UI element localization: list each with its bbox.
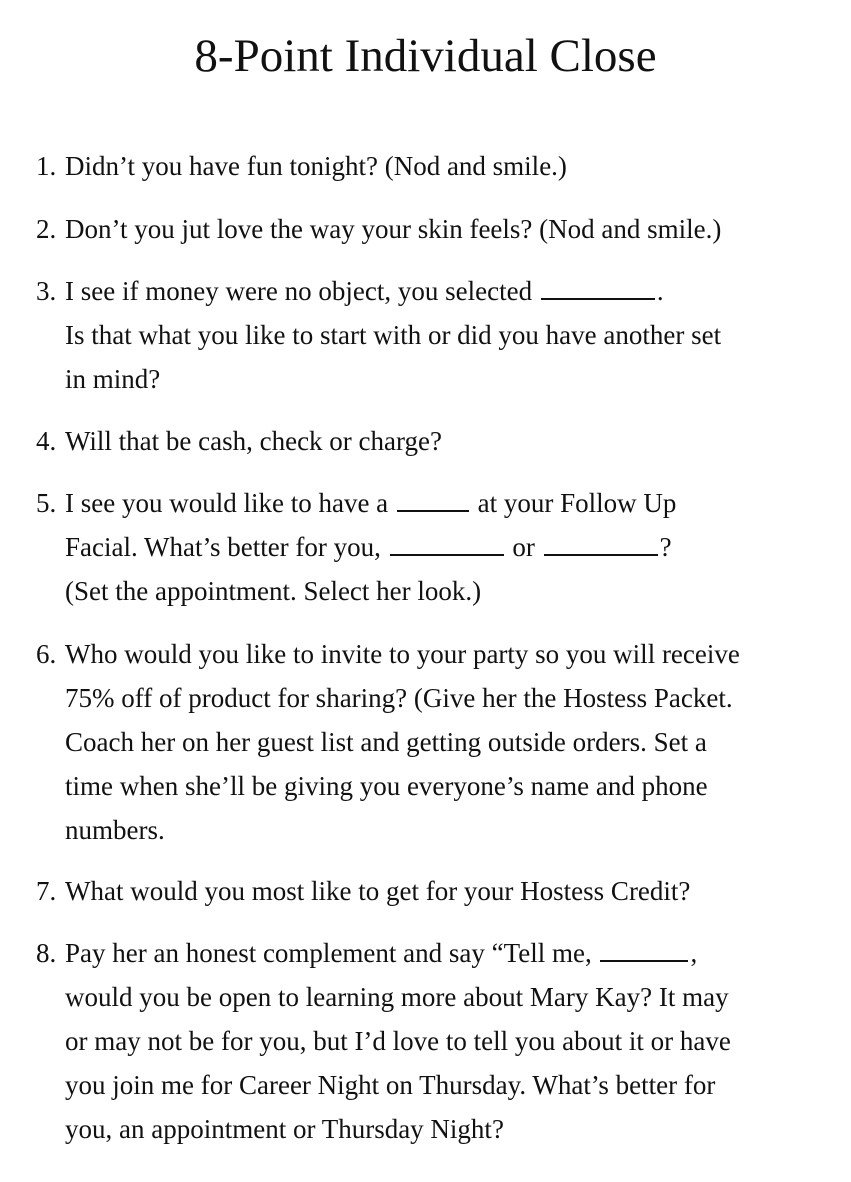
- fill-in-blank: [390, 553, 504, 556]
- item-text: [65, 931, 835, 1151]
- item-line-part: Facial. What’s better for you,: [65, 532, 388, 562]
- item-line-part: at your Follow Up: [470, 488, 677, 518]
- item-number: 7.: [36, 876, 57, 906]
- item-number: 3.: [36, 276, 57, 306]
- item-number: 8.: [36, 938, 57, 968]
- item-line-part: I see you would like to have a: [65, 488, 395, 518]
- item-text: [65, 869, 835, 913]
- item-line: What would you most like to get for your Hostess Credit?: [65, 876, 691, 906]
- item-line: Who would you like to invite to your party so you will receive: [65, 639, 740, 669]
- item-line: or may not be for you, but I’d love to tell you about it or have: [65, 1026, 731, 1056]
- item-line: Coach her on her guest list and getting outside orders. Set a: [65, 727, 707, 757]
- item-line: [65, 525, 835, 569]
- item-number: 1.: [36, 151, 57, 181]
- item-line: you join me for Career Night on Thursday. What’s better for: [65, 1070, 716, 1100]
- item-line-part: .: [656, 276, 664, 306]
- item-text: [65, 481, 835, 613]
- item-text: [65, 144, 835, 188]
- item-line: [65, 481, 835, 525]
- item-number: 4.: [36, 426, 57, 456]
- item-line: Don’t you jut love the way your skin feels? (Nod and smile.): [65, 214, 722, 244]
- item-number: 6.: [36, 639, 57, 669]
- item-line: (Set the appointment. Select her look.): [65, 576, 482, 606]
- item-line-part: ,: [690, 938, 698, 968]
- item-line: Is that what you like to start with or did you have another set: [65, 320, 722, 350]
- page-title: 8-Point Individual Close: [194, 30, 657, 82]
- fill-in-blank: [544, 553, 658, 556]
- fill-in-blank: [397, 509, 469, 512]
- item-text: [65, 419, 835, 463]
- fill-in-blank: [541, 297, 655, 300]
- item-line: you, an appointment or Thursday Night?: [65, 1114, 504, 1144]
- item-line: 75% off of product for sharing? (Give her the Hostess Packet.: [65, 683, 733, 713]
- item-line-part: I see if money were no object, you selected: [65, 276, 539, 306]
- item-text: [65, 632, 835, 852]
- item-line: [65, 269, 835, 313]
- item-line: [65, 931, 835, 975]
- item-line: in mind?: [65, 364, 161, 394]
- item-line-part: or: [505, 532, 542, 562]
- item-line: would you be open to learning more about Mary Kay? It may: [65, 982, 729, 1012]
- item-line-part: ?: [659, 532, 672, 562]
- item-line: Didn’t you have fun tonight? (Nod and smile.): [65, 151, 567, 181]
- item-number: 2.: [36, 214, 57, 244]
- item-line: Will that be cash, check or charge?: [65, 426, 442, 456]
- item-line: numbers.: [65, 815, 165, 845]
- fill-in-blank: [600, 959, 688, 962]
- item-text: [65, 269, 835, 401]
- item-line-part: Pay her an honest complement and say “Tell me,: [65, 938, 599, 968]
- item-line: time when she’ll be giving you everyone’s name and phone: [65, 771, 708, 801]
- item-number: 5.: [36, 488, 57, 518]
- item-text: [65, 207, 835, 251]
